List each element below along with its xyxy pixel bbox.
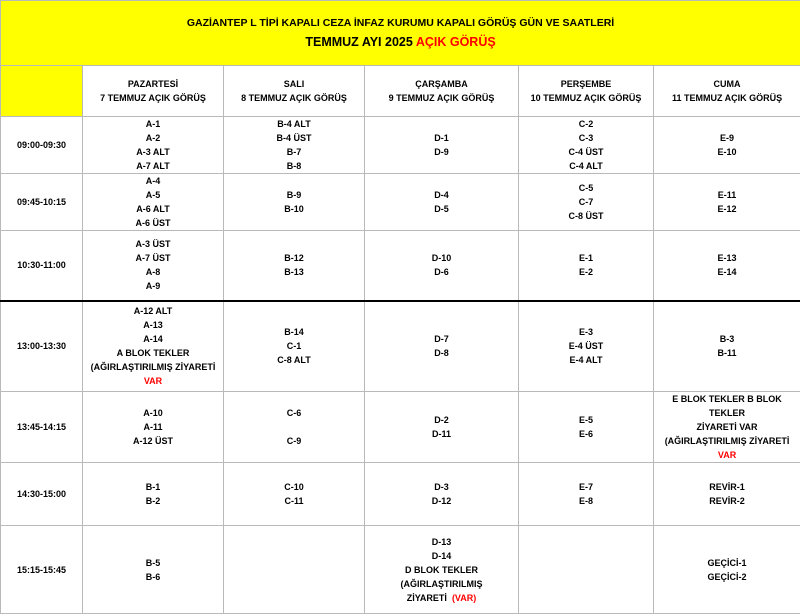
day-header: PAZARTESİ 7 TEMMUZ AÇIK GÖRÜŞ [83, 66, 224, 117]
schedule-cell: A-3 ÜST A-7 ÜST A-8 A-9 [83, 231, 224, 301]
schedule-cell: E-3 E-4 ÜST E-4 ALT [519, 301, 654, 392]
schedule-cell: REVİR-1 REVİR-2 [654, 463, 800, 526]
schedule-cell: C-10 C-11 [224, 463, 365, 526]
time-cell: 14:30-15:00 [1, 463, 83, 526]
day-header: ÇARŞAMBA 9 TEMMUZ AÇIK GÖRÜŞ [365, 66, 519, 117]
schedule-cell: E-1 E-2 [519, 231, 654, 301]
document-title: GAZİANTEP L TİPİ KAPALI CEZA İNFAZ KURUMU KAPALI GÖRÜŞ GÜN VE SAATLERİ [1, 14, 800, 32]
time-cell: 13:45-14:15 [1, 392, 83, 463]
time-cell: 13:00-13:30 [1, 301, 83, 392]
schedule-cell: E BLOK TEKLER B BLOK TEKLER ZİYARETİ VAR (AĞIRLAŞTIRILMIŞ ZİYARETİ VAR [654, 392, 800, 463]
time-slot-row [1, 174, 800, 231]
subtitle-open-visit: AÇIK GÖRÜŞ [416, 35, 496, 49]
time-slot-row [1, 463, 800, 526]
schedule-cell: D-2 D-11 [365, 392, 519, 463]
schedule-cell: E-11 E-12 [654, 174, 800, 231]
schedule-cell: GEÇİCİ-1 GEÇİCİ-2 [654, 526, 800, 614]
title-cell [1, 1, 800, 66]
schedule-cell: E-9 E-10 [654, 117, 800, 174]
schedule-cell: B-3 B-11 [654, 301, 800, 392]
schedule-cell: D-4 D-5 [365, 174, 519, 231]
time-cell: 15:15-15:45 [1, 526, 83, 614]
var-note: VAR [83, 374, 223, 388]
day-header: CUMA 11 TEMMUZ AÇIK GÖRÜŞ [654, 66, 800, 117]
schedule-cell: C-2 C-3 C-4 ÜST C-4 ALT [519, 117, 654, 174]
schedule-cell: B-1 B-2 [83, 463, 224, 526]
schedule-cell: E-5 E-6 [519, 392, 654, 463]
schedule-cell: E-7 E-8 [519, 463, 654, 526]
schedule-cell: A-1 A-2 A-3 ALT A-7 ALT [83, 117, 224, 174]
schedule-cell: D-13 D-14 D BLOK TEKLER (AĞIRLAŞTIRILMIŞ ZİYARETİ (VAR) [365, 526, 519, 614]
schedule-cell: D-7 D-8 [365, 301, 519, 392]
day-header: PERŞEMBE 10 TEMMUZ AÇIK GÖRÜŞ [519, 66, 654, 117]
schedule-cell: C-6 C-9 [224, 392, 365, 463]
time-cell: 10:30-11:00 [1, 231, 83, 301]
schedule-cell: D-10 D-6 [365, 231, 519, 301]
var-note: VAR [654, 448, 800, 462]
schedule-cell: A-12 ALT A-13 A-14 A BLOK TEKLER (AĞIRLAŞTIRILMIŞ ZİYARETİ VAR [83, 301, 224, 392]
subtitle-month: TEMMUZ AYI 2025 [305, 35, 412, 49]
time-cell: 09:00-09:30 [1, 117, 83, 174]
schedule-cell: E-13 E-14 [654, 231, 800, 301]
schedule-cell: B-5 B-6 [83, 526, 224, 614]
schedule-cell: C-5 C-7 C-8 ÜST [519, 174, 654, 231]
schedule-cell: D-1 D-9 [365, 117, 519, 174]
time-slot-row [1, 526, 800, 614]
time-slot-row [1, 301, 800, 392]
time-slot-row [1, 392, 800, 463]
day-header: SALI 8 TEMMUZ AÇIK GÖRÜŞ [224, 66, 365, 117]
var-note: (VAR) [452, 593, 476, 603]
corner-cell [1, 66, 83, 117]
schedule-cell: A-10 A-11 A-12 ÜST [83, 392, 224, 463]
schedule-cell [519, 526, 654, 614]
schedule-cell [224, 526, 365, 614]
schedule-cell: B-14 C-1 C-8 ALT [224, 301, 365, 392]
document-subtitle [1, 32, 800, 52]
schedule-cell: A-4 A-5 A-6 ALT A-6 ÜST [83, 174, 224, 231]
schedule-cell: B-12 B-13 [224, 231, 365, 301]
time-slot-row [1, 231, 800, 301]
day-header-row [1, 66, 800, 117]
schedule-cell: B-9 B-10 [224, 174, 365, 231]
time-slot-row [1, 117, 800, 174]
time-cell: 09:45-10:15 [1, 174, 83, 231]
schedule-cell: D-3 D-12 [365, 463, 519, 526]
title-row [1, 1, 800, 66]
schedule-cell: B-4 ALT B-4 ÜST B-7 B-8 [224, 117, 365, 174]
